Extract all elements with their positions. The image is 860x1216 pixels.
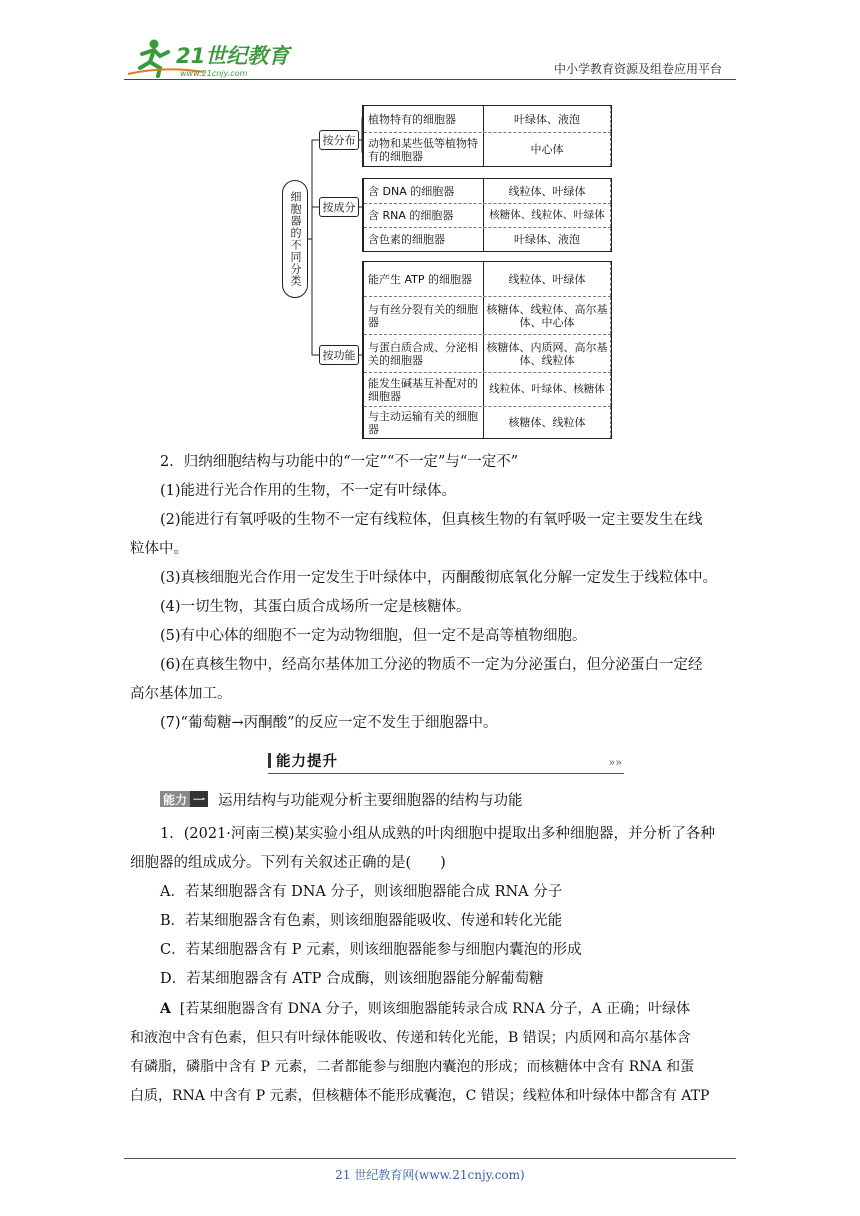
paragraph-2-cont: 粒体中。 xyxy=(130,541,188,557)
group-composition xyxy=(362,178,612,252)
group-function xyxy=(362,261,612,439)
paragraph-5: (5)有中心体的细胞不一定为动物细胞，但一定不是高等植物细胞。 xyxy=(160,628,587,644)
platform-tagline: 中小学教育资源及组卷应用平台 xyxy=(553,62,722,76)
group-row: 能发生碱基互补配对的细胞器 线粒体、叶绿体、核糖体 xyxy=(364,372,611,406)
paragraph-7: (7)“葡萄糖→丙酮酸”的反应一定不发生于细胞器中。 xyxy=(160,715,498,731)
header-divider xyxy=(124,79,736,80)
category-by-composition: 按成分 xyxy=(319,197,359,217)
group-row: 动物和某些低等植物特有的细胞器 中心体 xyxy=(364,132,611,166)
answer-line-4: 白质，RNA 中含有 P 元素，但核糖体不能形成囊泡，C 错误；线粒体和叶绿体中都含有 ATP xyxy=(130,1088,710,1104)
category-by-distribution: 按分布 xyxy=(319,130,359,150)
group-row: 含色素的细胞器 叶绿体、液泡 xyxy=(364,227,611,251)
svg-text:www.21cnjy.com: www.21cnjy.com xyxy=(180,69,248,78)
answer-letter: A xyxy=(160,1001,171,1017)
answer-line-3: 有磷脂，磷脂中含有 P 元素，二者都能参与细胞内囊泡的形成；而核糖体中含有 RNA 和蛋 xyxy=(130,1059,695,1075)
organelle-classification-diagram xyxy=(272,100,617,445)
group-row: 与有丝分裂有关的细胞器 核糖体、线粒体、高尔基体、中心体 xyxy=(364,296,611,334)
paragraph-6: (6)在真核生物中，经高尔基体加工分泌的物质不一定为分泌蛋白，但分泌蛋白一定经 xyxy=(160,657,703,673)
banner-title: 能力提升 xyxy=(276,754,338,770)
banner-bar xyxy=(268,753,271,768)
ability-heading xyxy=(160,789,523,809)
question-stem-cont: 细胞器的组成成分。下列有关叙述正确的是( ) xyxy=(130,855,446,871)
group-row: 含 DNA 的细胞器 线粒体、叶绿体 xyxy=(364,179,611,203)
site-logo xyxy=(124,36,294,80)
ability-number: 一 xyxy=(190,791,208,807)
option-c: C．若某细胞器含有 P 元素，则该细胞器能参与细胞内囊泡的形成 xyxy=(160,942,582,958)
group-row: 与主动运输有关的细胞器 核糖体、线粒体 xyxy=(364,406,611,438)
group-distribution xyxy=(362,105,612,167)
group-row: 与蛋白质合成、分泌相关的细胞器 核糖体、内质网、高尔基体、线粒体 xyxy=(364,334,611,372)
footer-link[interactable]: 21 世纪教育网(www.21cnjy.com) xyxy=(335,1168,525,1182)
group-row: 能产生 ATP 的细胞器 线粒体、叶绿体 xyxy=(364,262,611,296)
option-b: B．若某细胞器含有色素，则该细胞器能吸收、传递和转化光能 xyxy=(160,913,563,929)
question-stem: 1．(2021·河南三模)某实验小组从成熟的叶肉细胞中提取出多种细胞器，并分析了各种 xyxy=(160,826,716,842)
runner-logo-icon xyxy=(124,36,294,80)
paragraph-2: (2)能进行有氧呼吸的生物不一定有线粒体，但真核生物的有氧呼吸一定主要发生在线 xyxy=(160,512,703,528)
root-node: 细胞器的不同分类 xyxy=(282,180,308,298)
group-row: 含 RNA 的细胞器 核糖体、线粒体、叶绿体 xyxy=(364,203,611,227)
paragraph-1: (1)能进行光合作用的生物，不一定有叶绿体。 xyxy=(160,483,457,499)
footer-divider xyxy=(124,1158,736,1159)
double-chevron-icon: »» xyxy=(608,756,622,769)
answer-line-1: A [若某细胞器含有 DNA 分子，则该细胞器能转录合成 RNA 分子，A 正确；叶绿体 xyxy=(160,1001,691,1017)
section-heading: 2．归纳细胞结构与功能中的“一定”“不一定”与“一定不” xyxy=(160,454,519,470)
paragraph-3: (3)真核细胞光合作用一定发生于叶绿体中，丙酮酸彻底氧化分解一定发生于线粒体中。 xyxy=(160,570,718,586)
answer-line-2: 和液泡中含有色素，但只有叶绿体能吸收、传递和转化光能，B 错误；内质网和高尔基体含 xyxy=(130,1030,691,1046)
ability-title: 运用结构与功能观分析主要细胞器的结构与功能 xyxy=(218,792,523,809)
paragraph-6-cont: 高尔基体加工。 xyxy=(130,686,232,702)
option-a: A．若某细胞器含有 DNA 分子，则该细胞器能合成 RNA 分子 xyxy=(160,884,563,900)
option-d: D．若某细胞器含有 ATP 合成酶，则该细胞器能分解葡萄糖 xyxy=(160,971,544,987)
category-by-function: 按功能 xyxy=(319,345,359,365)
ability-improvement-banner xyxy=(268,750,624,774)
svg-text:21世纪教育: 21世纪教育 xyxy=(176,44,290,68)
ability-tag: 能力 xyxy=(160,791,190,807)
paragraph-4: (4)一切生物，其蛋白质合成场所一定是核糖体。 xyxy=(160,599,471,615)
group-row: 植物特有的细胞器 叶绿体、液泡 xyxy=(364,106,611,132)
